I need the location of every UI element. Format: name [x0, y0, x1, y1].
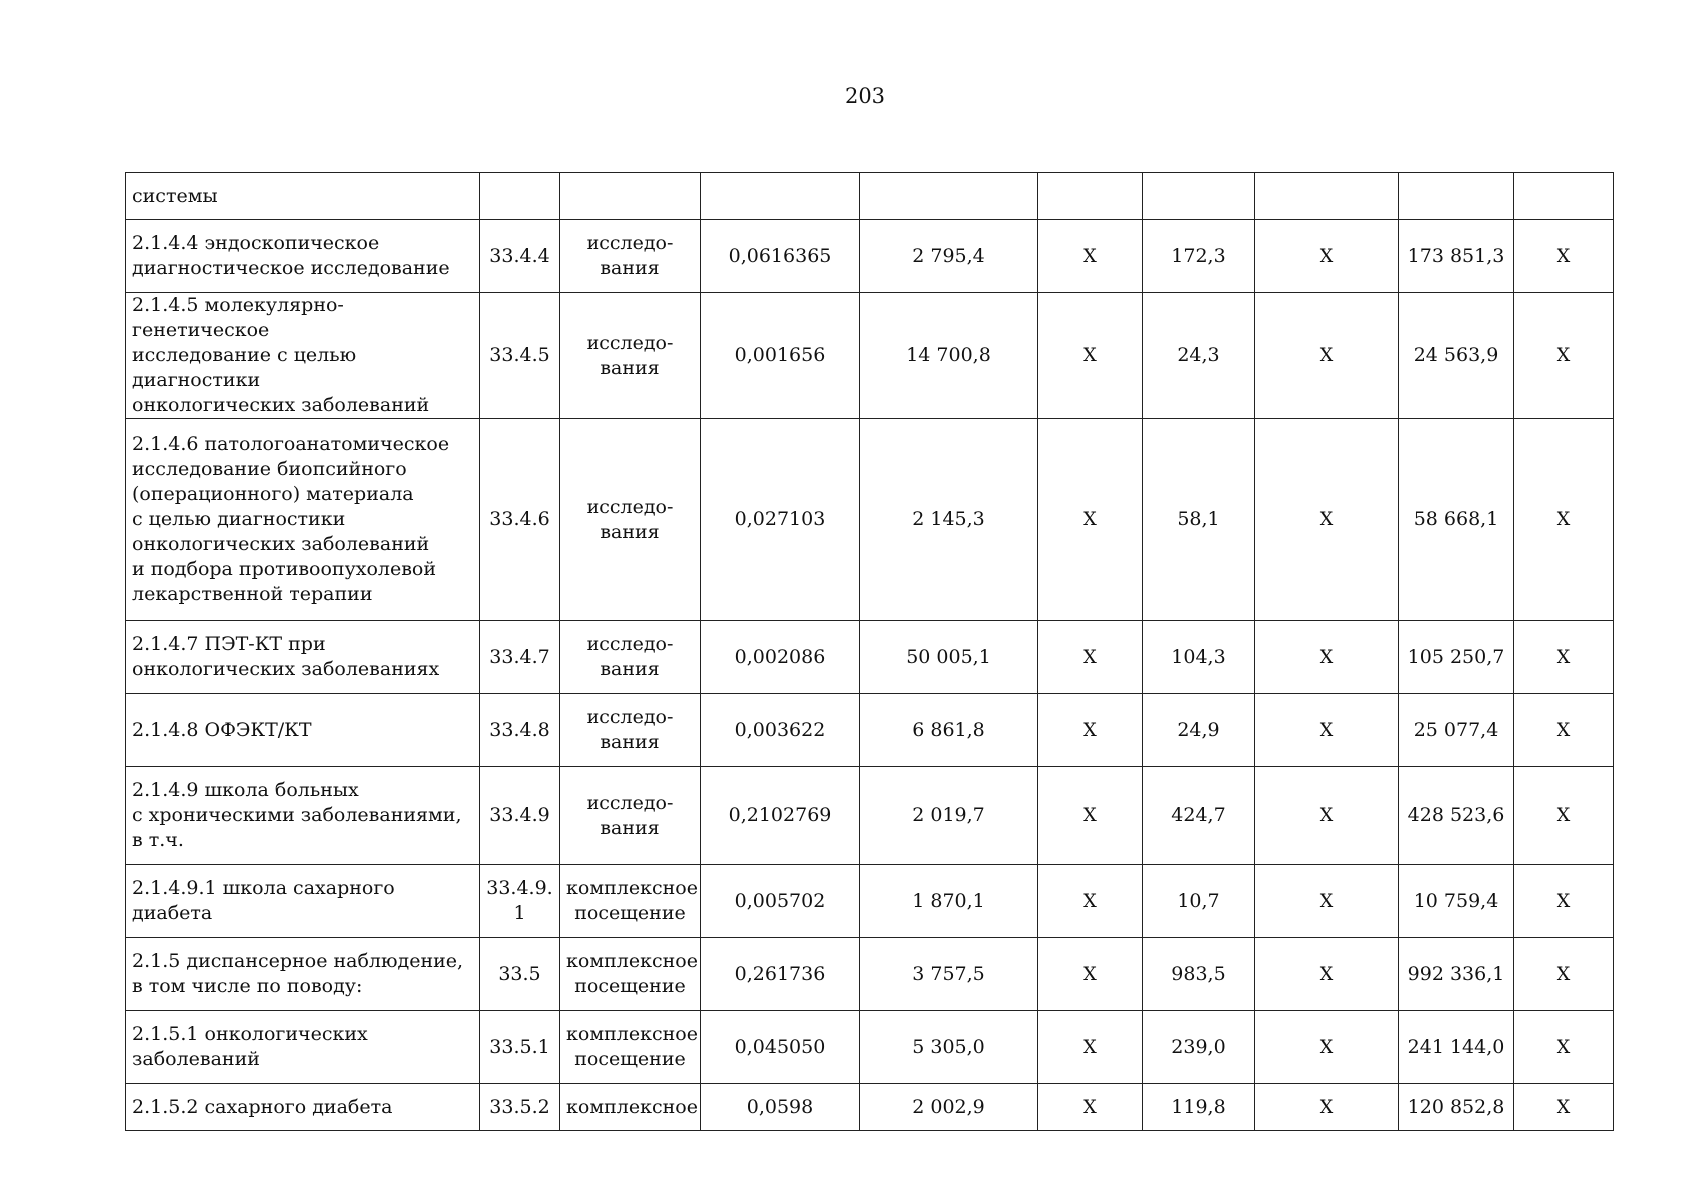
- row-col9-cell: [1399, 173, 1514, 220]
- row-col8-cell: Х: [1255, 220, 1399, 293]
- row-unit-cell: комплексное посещение: [560, 865, 701, 938]
- row-col5-cell: 6 861,8: [860, 694, 1038, 767]
- row-col7-cell: 24,3: [1143, 293, 1255, 419]
- table-row: [126, 173, 1614, 220]
- row-col7-cell: 104,3: [1143, 621, 1255, 694]
- row-name-cell: 2.1.4.9 школа больных с хроническими заболеваниями, в т.ч.: [126, 767, 480, 865]
- page-number: 203: [844, 84, 886, 108]
- row-col6-cell: Х: [1038, 220, 1143, 293]
- row-col9-cell: 992 336,1: [1399, 938, 1514, 1011]
- row-col7-cell: 119,8: [1143, 1084, 1255, 1131]
- row-unit-cell: [560, 173, 701, 220]
- row-unit-cell: исследо- вания: [560, 767, 701, 865]
- row-name-cell: 2.1.4.4 эндоскопическое диагностическое исследование: [126, 220, 480, 293]
- row-col7-cell: 172,3: [1143, 220, 1255, 293]
- row-col8-cell: Х: [1255, 293, 1399, 419]
- row-col4-cell: 0,261736: [701, 938, 860, 1011]
- row-code-cell: 33.5: [480, 938, 560, 1011]
- row-col6-cell: Х: [1038, 865, 1143, 938]
- row-col10-cell: Х: [1514, 767, 1614, 865]
- row-unit-cell: исследо- вания: [560, 621, 701, 694]
- row-code-cell: 33.4.9. 1: [480, 865, 560, 938]
- row-col4-cell: 0,045050: [701, 1011, 860, 1084]
- table-row: [126, 220, 1614, 293]
- row-col6-cell: Х: [1038, 293, 1143, 419]
- row-col7-cell: 58,1: [1143, 419, 1255, 621]
- row-col5-cell: 2 145,3: [860, 419, 1038, 621]
- row-name-cell: 2.1.4.7 ПЭТ-КТ при онкологических заболеваниях: [126, 621, 480, 694]
- row-col6-cell: Х: [1038, 694, 1143, 767]
- row-name-cell: 2.1.5.2 сахарного диабета: [126, 1084, 480, 1131]
- row-col5-cell: 3 757,5: [860, 938, 1038, 1011]
- row-col8-cell: Х: [1255, 938, 1399, 1011]
- row-unit-cell: исследо- вания: [560, 220, 701, 293]
- row-col7-cell: 24,9: [1143, 694, 1255, 767]
- row-name-cell: 2.1.4.9.1 школа сахарного диабета: [126, 865, 480, 938]
- table-row: [126, 938, 1614, 1011]
- row-col4-cell: 0,001656: [701, 293, 860, 419]
- row-col8-cell: Х: [1255, 865, 1399, 938]
- table-row: [126, 1011, 1614, 1084]
- row-col8-cell: Х: [1255, 767, 1399, 865]
- row-col10-cell: Х: [1514, 1084, 1614, 1131]
- row-unit-cell: комплексное: [560, 1084, 701, 1131]
- row-col4-cell: 0,2102769: [701, 767, 860, 865]
- row-col7-cell: 239,0: [1143, 1011, 1255, 1084]
- row-name-cell: 2.1.5.1 онкологических заболеваний: [126, 1011, 480, 1084]
- row-col5-cell: 14 700,8: [860, 293, 1038, 419]
- row-col8-cell: Х: [1255, 694, 1399, 767]
- table-row: [126, 621, 1614, 694]
- row-col6-cell: Х: [1038, 1084, 1143, 1131]
- table-row: [126, 865, 1614, 938]
- row-col6-cell: Х: [1038, 767, 1143, 865]
- row-col7-cell: 10,7: [1143, 865, 1255, 938]
- row-col6-cell: Х: [1038, 621, 1143, 694]
- row-unit-cell: исследо- вания: [560, 694, 701, 767]
- row-col6-cell: Х: [1038, 1011, 1143, 1084]
- row-col8-cell: Х: [1255, 621, 1399, 694]
- row-unit-cell: исследо- вания: [560, 419, 701, 621]
- row-col8-cell: Х: [1255, 419, 1399, 621]
- row-col10-cell: Х: [1514, 220, 1614, 293]
- row-col4-cell: 0,0616365: [701, 220, 860, 293]
- row-col9-cell: 24 563,9: [1399, 293, 1514, 419]
- row-col5-cell: 1 870,1: [860, 865, 1038, 938]
- row-col9-cell: 173 851,3: [1399, 220, 1514, 293]
- row-col7-cell: 983,5: [1143, 938, 1255, 1011]
- row-unit-cell: исследо- вания: [560, 293, 701, 419]
- row-code-cell: [480, 173, 560, 220]
- row-col6-cell: Х: [1038, 419, 1143, 621]
- row-col6-cell: [1038, 173, 1143, 220]
- row-col5-cell: 2 795,4: [860, 220, 1038, 293]
- data-table: [125, 172, 1614, 1131]
- row-col7-cell: [1143, 173, 1255, 220]
- row-col9-cell: 241 144,0: [1399, 1011, 1514, 1084]
- row-name-cell: 2.1.4.8 ОФЭКТ/КТ: [126, 694, 480, 767]
- row-col7-cell: 424,7: [1143, 767, 1255, 865]
- table-row: [126, 293, 1614, 419]
- row-code-cell: 33.4.4: [480, 220, 560, 293]
- row-name-cell: системы: [126, 173, 480, 220]
- row-col5-cell: 50 005,1: [860, 621, 1038, 694]
- row-col4-cell: 0,005702: [701, 865, 860, 938]
- row-unit-cell: комплексное посещение: [560, 1011, 701, 1084]
- row-col5-cell: 5 305,0: [860, 1011, 1038, 1084]
- row-col4-cell: 0,002086: [701, 621, 860, 694]
- row-col8-cell: [1255, 173, 1399, 220]
- row-col9-cell: 428 523,6: [1399, 767, 1514, 865]
- row-col9-cell: 120 852,8: [1399, 1084, 1514, 1131]
- table-row: [126, 1084, 1614, 1131]
- row-code-cell: 33.4.8: [480, 694, 560, 767]
- row-col10-cell: Х: [1514, 419, 1614, 621]
- row-col4-cell: 0,0598: [701, 1084, 860, 1131]
- row-unit-cell: комплексное посещение: [560, 938, 701, 1011]
- row-col10-cell: Х: [1514, 938, 1614, 1011]
- row-code-cell: 33.4.6: [480, 419, 560, 621]
- row-col8-cell: Х: [1255, 1084, 1399, 1131]
- row-name-cell: 2.1.4.5 молекулярно-генетическое исследование с целью диагностики онкологических заболеваний: [126, 293, 480, 419]
- row-col9-cell: 10 759,4: [1399, 865, 1514, 938]
- row-col5-cell: [860, 173, 1038, 220]
- row-col10-cell: Х: [1514, 1011, 1614, 1084]
- table-row: [126, 419, 1614, 621]
- row-name-cell: 2.1.4.6 патологоанатомическое исследование биопсийного (операционного) материала с целью диагностики онкологических заболеваний и подбора противоопухолевой лекарственной терапии: [126, 419, 480, 621]
- table-row: [126, 694, 1614, 767]
- row-col10-cell: [1514, 173, 1614, 220]
- row-code-cell: 33.4.5: [480, 293, 560, 419]
- row-col9-cell: 58 668,1: [1399, 419, 1514, 621]
- row-col9-cell: 105 250,7: [1399, 621, 1514, 694]
- row-name-cell: 2.1.5 диспансерное наблюдение, в том числе по поводу:: [126, 938, 480, 1011]
- row-col10-cell: Х: [1514, 293, 1614, 419]
- row-col8-cell: Х: [1255, 1011, 1399, 1084]
- row-col5-cell: 2 002,9: [860, 1084, 1038, 1131]
- row-col4-cell: [701, 173, 860, 220]
- row-col4-cell: 0,003622: [701, 694, 860, 767]
- row-col6-cell: Х: [1038, 938, 1143, 1011]
- row-col10-cell: Х: [1514, 621, 1614, 694]
- row-col9-cell: 25 077,4: [1399, 694, 1514, 767]
- row-code-cell: 33.5.1: [480, 1011, 560, 1084]
- table-row: [126, 767, 1614, 865]
- row-col10-cell: Х: [1514, 865, 1614, 938]
- row-col5-cell: 2 019,7: [860, 767, 1038, 865]
- row-col4-cell: 0,027103: [701, 419, 860, 621]
- row-col10-cell: Х: [1514, 694, 1614, 767]
- row-code-cell: 33.4.7: [480, 621, 560, 694]
- row-code-cell: 33.4.9: [480, 767, 560, 865]
- row-code-cell: 33.5.2: [480, 1084, 560, 1131]
